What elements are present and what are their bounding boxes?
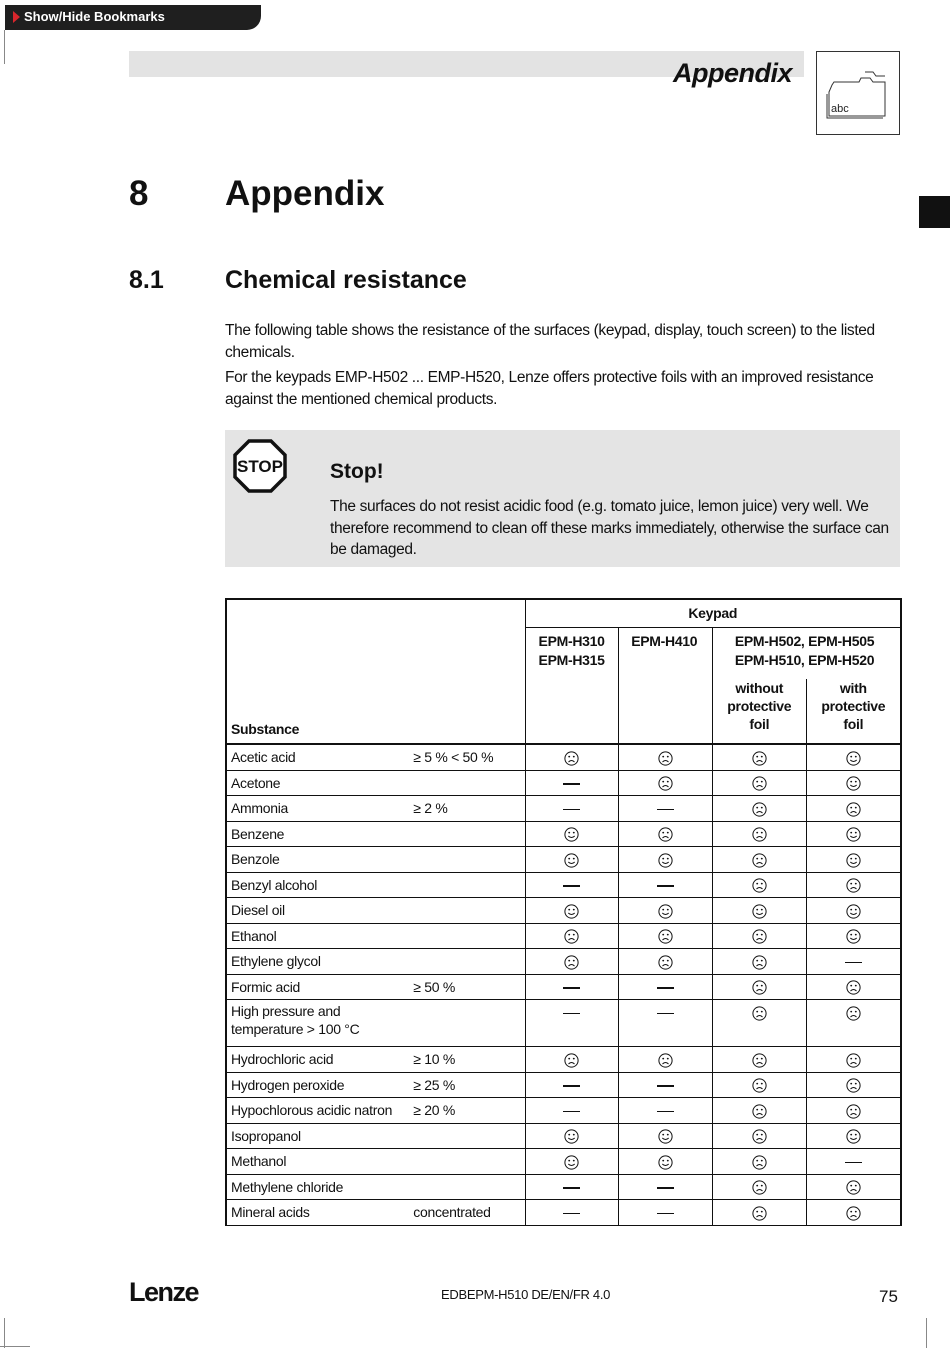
resistance-cell <box>619 770 713 796</box>
table-row <box>226 770 901 796</box>
resistance-cell <box>619 847 713 873</box>
table-row <box>226 796 901 822</box>
table-row <box>226 1098 901 1124</box>
section-number: 8.1 <box>129 266 164 294</box>
resistance-cell <box>525 744 619 770</box>
not-applicable-dash <box>563 1013 580 1015</box>
not-applicable-dash <box>563 1213 580 1215</box>
smiley-face-icon <box>846 1127 861 1143</box>
frown-face-icon <box>564 1051 579 1067</box>
table-row <box>226 898 901 924</box>
resistance-cell <box>806 847 901 873</box>
resistance-cell <box>619 872 713 898</box>
frown-face-icon <box>752 1204 767 1220</box>
frown-face-icon <box>658 825 673 841</box>
resistance-cell <box>712 821 806 847</box>
resistance-cell <box>619 821 713 847</box>
concentration-cell <box>413 821 525 847</box>
table-row <box>226 744 901 770</box>
folder-abc-icon <box>816 51 900 135</box>
not-applicable-dash <box>657 1187 674 1189</box>
col-header-h310: EPM-H310 EPM-H315 <box>525 628 619 745</box>
resistance-cell <box>619 949 713 975</box>
table-row <box>226 1072 901 1098</box>
frown-face-icon <box>846 1076 861 1092</box>
concentration-cell: ≥ 20 % <box>413 1098 525 1124</box>
folder-icon-label: abc <box>831 103 849 115</box>
substance-cell: Formic acid <box>226 974 413 1000</box>
not-applicable-dash <box>657 809 674 811</box>
frown-face-icon <box>752 927 767 943</box>
substance-cell: High pressure and temperature > 100 °C <box>226 1000 413 1047</box>
concentration-cell <box>413 949 525 975</box>
document-id: EDBEPM-H510 DE/EN/FR 4.0 <box>441 1287 611 1302</box>
resistance-cell <box>619 1072 713 1098</box>
resistance-cell <box>806 949 901 975</box>
resistance-cell <box>806 1072 901 1098</box>
resistance-cell <box>806 974 901 1000</box>
show-hide-bookmarks-button[interactable] <box>5 5 261 30</box>
table-row <box>226 923 901 949</box>
resistance-cell <box>619 974 713 1000</box>
resistance-cell <box>619 1098 713 1124</box>
resistance-cell <box>806 872 901 898</box>
frown-face-icon <box>658 749 673 765</box>
smiley-face-icon <box>564 851 579 867</box>
substance-cell: Acetic acid <box>226 744 413 770</box>
not-applicable-dash <box>845 1162 862 1164</box>
smiley-face-icon <box>846 851 861 867</box>
concentration-cell <box>413 898 525 924</box>
smiley-face-icon <box>846 927 861 943</box>
resistance-cell <box>525 898 619 924</box>
substance-cell: Hypochlorous acidic natron <box>226 1098 413 1124</box>
frown-face-icon <box>564 749 579 765</box>
not-applicable-dash <box>563 809 580 811</box>
resistance-cell <box>712 974 806 1000</box>
resistance-cell <box>525 923 619 949</box>
frown-face-icon <box>846 876 861 892</box>
not-applicable-dash <box>657 1013 674 1015</box>
chapter-number: 8 <box>129 174 149 213</box>
table-row <box>226 1047 901 1073</box>
not-applicable-dash <box>657 1085 674 1087</box>
frown-face-icon <box>564 953 579 969</box>
resistance-cell <box>619 1174 713 1200</box>
frown-face-icon <box>752 876 767 892</box>
substance-cell: Diesel oil <box>226 898 413 924</box>
substance-cell: Ethanol <box>226 923 413 949</box>
frown-face-icon <box>752 1076 767 1092</box>
smiley-face-icon <box>564 1153 579 1169</box>
concentration-cell: ≥ 25 % <box>413 1072 525 1098</box>
crop-mark <box>4 30 5 64</box>
resistance-cell <box>525 1123 619 1149</box>
table-row <box>226 974 901 1000</box>
intro-paragraph: The following table shows the resistance of the surfaces (keypad, display, touch screen) to the listed chemicals. <box>225 322 875 361</box>
resistance-cell <box>806 821 901 847</box>
resistance-cell <box>806 1098 901 1124</box>
not-applicable-dash <box>563 1111 580 1113</box>
resistance-cell <box>525 872 619 898</box>
frown-face-icon <box>846 1102 861 1118</box>
resistance-cell <box>619 1000 713 1047</box>
substance-header: Substance <box>226 599 525 744</box>
substance-cell: Acetone <box>226 770 413 796</box>
substance-cell: Ethylene glycol <box>226 949 413 975</box>
table-row <box>226 1000 901 1047</box>
substance-cell: Isopropanol <box>226 1123 413 1149</box>
resistance-cell <box>712 1072 806 1098</box>
frown-face-icon <box>846 1051 861 1067</box>
resistance-cell <box>525 847 619 873</box>
crop-mark <box>926 1318 927 1348</box>
substance-cell: Ammonia <box>226 796 413 822</box>
smiley-face-icon <box>658 851 673 867</box>
lenze-logo <box>129 1276 209 1311</box>
smiley-face-icon <box>564 825 579 841</box>
concentration-cell <box>413 872 525 898</box>
resistance-cell <box>712 770 806 796</box>
concentration-cell: ≥ 10 % <box>413 1047 525 1073</box>
substance-cell: Methylene chloride <box>226 1174 413 1200</box>
not-applicable-dash <box>845 962 862 964</box>
smiley-face-icon <box>658 1127 673 1143</box>
substance-cell: Benzyl alcohol <box>226 872 413 898</box>
stop-text: The surfaces do not resist acidic food (e.g. tomato juice, lemon juice) very well. We therefore recommend to clean off these marks immediately, otherwise the surface can be damaged. <box>330 498 889 558</box>
col-header-h410: EPM-H410 <box>619 628 713 745</box>
frown-face-icon <box>846 1004 861 1020</box>
frown-face-icon <box>658 774 673 790</box>
frown-face-icon <box>752 953 767 969</box>
frown-face-icon <box>752 1153 767 1169</box>
concentration-cell <box>413 1149 525 1175</box>
frown-face-icon <box>752 1178 767 1194</box>
resistance-cell <box>806 1200 901 1226</box>
table-row <box>226 1149 901 1175</box>
frown-face-icon <box>752 1004 767 1020</box>
resistance-cell <box>619 898 713 924</box>
not-applicable-dash <box>563 1085 580 1087</box>
resistance-cell <box>619 1123 713 1149</box>
chemical-resistance-table <box>225 598 902 1226</box>
col-header-with-foil: with protective foil <box>806 679 901 744</box>
concentration-cell <box>413 1123 525 1149</box>
resistance-cell <box>806 1123 901 1149</box>
stop-sign-icon <box>233 439 287 493</box>
resistance-cell <box>525 1174 619 1200</box>
resistance-cell <box>619 1200 713 1226</box>
resistance-cell <box>712 847 806 873</box>
resistance-cell <box>806 1174 901 1200</box>
triangle-right-icon <box>13 11 20 23</box>
not-applicable-dash <box>563 783 580 785</box>
frown-face-icon <box>752 851 767 867</box>
frown-face-icon <box>752 800 767 816</box>
resistance-cell <box>712 1098 806 1124</box>
resistance-cell <box>806 1047 901 1073</box>
intro-paragraph: For the keypads EMP-H502 ... EMP-H520, Lenze offers protective foils with an improved resistance against the mentioned chemical products. <box>225 369 874 408</box>
smiley-face-icon <box>846 774 861 790</box>
frown-face-icon <box>752 749 767 765</box>
header-title: Appendix <box>672 58 792 88</box>
stop-sign-label: STOP <box>237 457 283 476</box>
section-title: Chemical resistance <box>225 266 467 294</box>
chapter-title: Appendix <box>225 174 385 213</box>
resistance-cell <box>712 872 806 898</box>
substance-cell: Methanol <box>226 1149 413 1175</box>
stop-title: Stop! <box>330 460 384 483</box>
resistance-cell <box>525 1149 619 1175</box>
frown-face-icon <box>846 1204 861 1220</box>
frown-face-icon <box>752 1102 767 1118</box>
resistance-cell <box>806 744 901 770</box>
resistance-cell <box>525 1047 619 1073</box>
concentration-cell <box>413 923 525 949</box>
keypad-group-header: Keypad <box>525 599 901 628</box>
not-applicable-dash <box>657 1111 674 1113</box>
frown-face-icon <box>752 978 767 994</box>
concentration-cell: ≥ 5 % < 50 % <box>413 744 525 770</box>
resistance-cell <box>619 744 713 770</box>
not-applicable-dash <box>657 987 674 989</box>
not-applicable-dash <box>563 987 580 989</box>
smiley-face-icon <box>658 902 673 918</box>
smiley-face-icon <box>846 749 861 765</box>
resistance-cell <box>525 1098 619 1124</box>
frown-face-icon <box>564 927 579 943</box>
table-row <box>226 1200 901 1226</box>
frown-face-icon <box>846 800 861 816</box>
frown-face-icon <box>752 825 767 841</box>
resistance-cell <box>712 1000 806 1047</box>
chapter-tab-marker <box>919 196 950 228</box>
not-applicable-dash <box>657 1213 674 1215</box>
concentration-cell: ≥ 2 % <box>413 796 525 822</box>
resistance-cell <box>619 923 713 949</box>
substance-cell: Hydrochloric acid <box>226 1047 413 1073</box>
resistance-cell <box>712 1200 806 1226</box>
bookmarks-button-label: Show/Hide Bookmarks <box>24 9 165 24</box>
resistance-cell <box>712 1047 806 1073</box>
resistance-cell <box>712 1174 806 1200</box>
substance-cell: Benzole <box>226 847 413 873</box>
resistance-cell <box>712 1123 806 1149</box>
concentration-cell <box>413 1000 525 1047</box>
smiley-face-icon <box>846 825 861 841</box>
table-row <box>226 1123 901 1149</box>
resistance-cell <box>525 821 619 847</box>
resistance-cell <box>525 1000 619 1047</box>
concentration-cell <box>413 847 525 873</box>
substance-cell: Hydrogen peroxide <box>226 1072 413 1098</box>
frown-face-icon <box>658 1051 673 1067</box>
smiley-face-icon <box>564 1127 579 1143</box>
resistance-cell <box>806 1149 901 1175</box>
resistance-cell <box>525 796 619 822</box>
resistance-cell <box>525 1200 619 1226</box>
resistance-cell <box>525 770 619 796</box>
frown-face-icon <box>846 1178 861 1194</box>
substance-cell: Benzene <box>226 821 413 847</box>
lenze-logo-text: Lenze <box>129 1277 199 1306</box>
col-header-h502-h520: EPM-H502, EPM-H505 EPM-H510, EPM-H520 <box>712 628 901 680</box>
resistance-cell <box>806 796 901 822</box>
table-row <box>226 847 901 873</box>
crop-mark <box>4 1318 5 1348</box>
col-header-without-foil: without protective foil <box>712 679 806 744</box>
crop-mark <box>0 1346 30 1347</box>
resistance-cell <box>712 796 806 822</box>
resistance-cell <box>806 923 901 949</box>
table-row <box>226 821 901 847</box>
resistance-cell <box>712 1149 806 1175</box>
table-row <box>226 872 901 898</box>
resistance-cell <box>525 974 619 1000</box>
stop-notice <box>225 430 900 567</box>
concentration-cell <box>413 770 525 796</box>
resistance-cell <box>806 898 901 924</box>
smiley-face-icon <box>752 902 767 918</box>
resistance-cell <box>619 1047 713 1073</box>
not-applicable-dash <box>563 1187 580 1189</box>
frown-face-icon <box>752 774 767 790</box>
resistance-cell <box>619 796 713 822</box>
resistance-cell <box>806 770 901 796</box>
concentration-cell <box>413 1174 525 1200</box>
resistance-cell <box>525 1072 619 1098</box>
resistance-cell <box>806 1000 901 1047</box>
frown-face-icon <box>752 1127 767 1143</box>
frown-face-icon <box>658 953 673 969</box>
not-applicable-dash <box>563 885 580 887</box>
resistance-cell <box>712 949 806 975</box>
substance-cell: Mineral acids <box>226 1200 413 1226</box>
concentration-cell: concentrated <box>413 1200 525 1226</box>
not-applicable-dash <box>657 885 674 887</box>
smiley-face-icon <box>658 1153 673 1169</box>
smiley-face-icon <box>846 902 861 918</box>
resistance-cell <box>525 949 619 975</box>
table-row <box>226 949 901 975</box>
smiley-face-icon <box>564 902 579 918</box>
page-number: 75 <box>879 1287 898 1306</box>
resistance-cell <box>712 898 806 924</box>
resistance-cell <box>712 923 806 949</box>
concentration-cell: ≥ 50 % <box>413 974 525 1000</box>
table-row <box>226 1174 901 1200</box>
frown-face-icon <box>846 978 861 994</box>
resistance-cell <box>619 1149 713 1175</box>
frown-face-icon <box>752 1051 767 1067</box>
frown-face-icon <box>658 927 673 943</box>
resistance-cell <box>712 744 806 770</box>
